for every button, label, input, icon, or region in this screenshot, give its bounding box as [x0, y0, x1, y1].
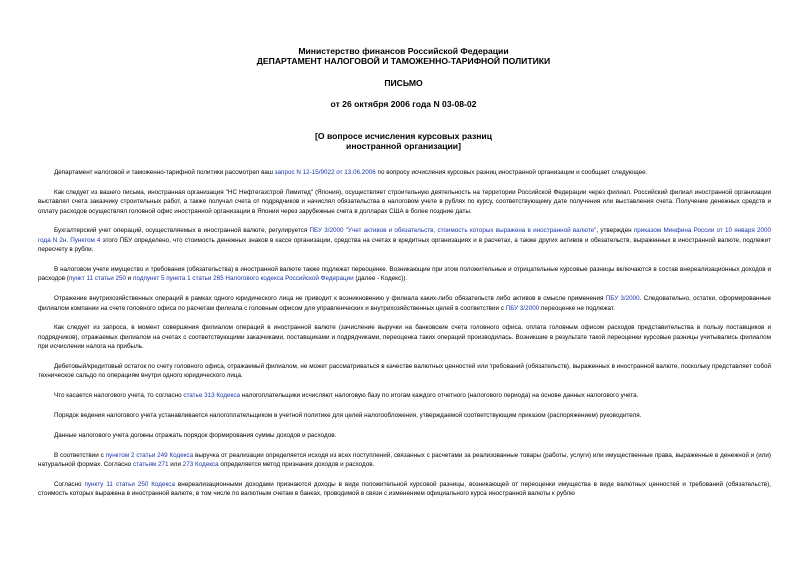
paragraph-text: Бухгалтерский учет операций, осуществляемых в иностранной валюте, регулируется	[54, 227, 310, 235]
document-link[interactable]: ПБУ 3/2000	[605, 295, 640, 303]
doc-subject-line-1: [О вопросе исчисления курсовых разниц	[315, 131, 492, 141]
doc-type: ПИСЬМО	[384, 78, 423, 88]
ministry-name: Министерство финансов Российской Федерации	[298, 46, 509, 56]
paragraph-text: , утвержден	[596, 227, 634, 235]
doc-date-number: от 26 октября 2006 года N 03-08-02	[330, 99, 477, 109]
paragraph-text: Как следует из запроса, в момент совершения филиалом операций в иностранной валюте (зачисление выручки на банковские счета головного офиса, оплата головным офисом расходов представительства в пользу поставщиков и подрядчиков), отражаемых филиалом на счетах с соответствующими заказчиками, поставщиками и подрядчиками, переоценка таких операций производилась. Возникшие в результате такой переоценки курсовые разницы учитывались филиалом при исчислении налога на прибыль.	[38, 324, 771, 351]
document-link[interactable]: Пунктом 4	[70, 236, 101, 244]
paragraph-text: (далее - Кодекс)).	[353, 275, 408, 283]
document-link[interactable]: 273 Кодекса	[182, 461, 219, 469]
body-paragraph	[38, 362, 771, 381]
document-body	[38, 168, 771, 509]
body-paragraph	[38, 391, 771, 400]
paragraph-text: Порядок ведения налогового учета устанавливается налогоплательщиком в учетной политике для целей налогообложения, утверждаемой соответствующим приказом (распоряжением) руководителя.	[54, 412, 642, 420]
document-link[interactable]: запрос N 12-15/9022 от 13.06.2006	[274, 169, 376, 176]
body-paragraph	[38, 265, 771, 284]
paragraph-text: .	[66, 236, 71, 244]
document-link[interactable]: статьям 271	[133, 461, 169, 469]
paragraph-text: налогоплательщики исчисляют налоговую базу по итогам каждого отчетного (налогового периода) на основе данных налогового учета.	[240, 392, 639, 400]
paragraph-text: В соответствии с	[54, 451, 106, 459]
document-link[interactable]: пункт 11 статьи 250	[68, 275, 127, 283]
document-link[interactable]: ПБУ 3/2000	[505, 304, 540, 312]
paragraph-text: по вопросу исчисления курсовых разниц иностранной организации и сообщает следующее.	[375, 169, 648, 176]
paragraph-text: определяется метод признания доходов и расходов.	[218, 461, 375, 469]
body-paragraph	[38, 411, 771, 420]
document-link[interactable]: приказом Минфина России от 10 января 2000 года N 2н	[38, 227, 772, 244]
paragraph-text: переоценке не подлежат.	[539, 304, 615, 312]
paragraph-text: Дебетовый/кредитовый остаток по счету головного офиса, отражаемый филиалом, не может рассматриваться в качестве валютных ценностей или требований (обязательств), выраженных в иностранной валюте, поскольку представляет собой техническое сальдо по операциям внутри одного юридического лица.	[38, 363, 771, 380]
body-paragraph	[38, 480, 771, 499]
document-link[interactable]: пунктом 2 статьи 249 Кодекса	[105, 451, 194, 459]
body-paragraph	[38, 431, 771, 440]
paragraph-text: Данные налогового учета должны отражать порядок формирования суммы доходов и расходов.	[54, 431, 337, 439]
paragraph-text: Департамент налоговой и таможенно-тарифной политики рассмотрел ваш	[54, 169, 275, 176]
body-paragraph	[38, 226, 771, 254]
document-link[interactable]: ПБУ 3/2000 "Учет активов и обязательств, стоимость которых выражена в иностранной валюте"	[309, 227, 597, 235]
document-link[interactable]: статье 313 Кодекса	[183, 392, 241, 400]
doc-subject-line-2: иностранной организации]	[346, 141, 461, 151]
body-paragraph	[38, 294, 771, 313]
paragraph-text: Что касается налогового учета, то согласно	[54, 392, 184, 400]
paragraph-text: В налоговом учете имущество и требования (обязательства) в иностранной валюте также подлежат переоценке. Возникающие при этом положительные и отрицательные курсовые разницы включаются в состав внереализационных доходов и расходов (	[38, 266, 771, 283]
paragraph-text: Как следует из вашего письма, иностранная организация "НС Нефтегазстрой Лимитед" (Япония), осуществляет строительную деятельность на территории Российской Федерации через филиал. Российский филиал иностранной организации выставлял счета заказчику строительных работ, а также получал счета от подрядчиков и начислял обязательства в налоговом учете в рублях по курсу, соответствующему дате получения или выставления счета. Получение денежных средств и оплату расходов осуществлял головной офис иностранной организации в Японии через зарубежные счета в долларах США в более поздние даты.	[38, 188, 771, 215]
paragraph-text: или	[168, 461, 183, 469]
document-link[interactable]: подпункт 5 пункта 1 статьи 265 Налогового кодекса Российской Федерации	[133, 275, 354, 283]
body-paragraph	[38, 168, 771, 177]
body-paragraph	[38, 451, 771, 470]
body-paragraph	[38, 188, 771, 216]
department-name: ДЕПАРТАМЕНТ НАЛОГОВОЙ И ТАМОЖЕННО-ТАРИФНОЙ ПОЛИТИКИ	[256, 56, 551, 66]
paragraph-text: . Следовательно, остатки, сформированные филиалом компании на счете головного офиса по расчетам филиала с головным офисом для управленческих и внутрихозяйственных целей в соответствии с	[38, 295, 771, 312]
paragraph-text: этого ПБУ определено, что стоимость денежных знаков в кассе организации, средства на счетах в кредитных организациях и в расчетах, а также других активов и обязательств, выраженных в иностранной валюте, подлежит пересчету в рубли.	[38, 236, 772, 254]
paragraph-text: Отражение внутрихозяйственных операций в рамках одного юридического лица не приводит к возникновению у филиала каких-либо обязательств либо активов в смысле применения	[54, 295, 606, 303]
body-paragraph	[38, 323, 771, 351]
paragraph-text: выручка от реализации определяется исходя из всех поступлений, связанных с расчетами за реализованные товары (работы, услуги) или имущественные права, выраженные в денежной и (или) натуральной формах. Согласно	[38, 451, 772, 469]
paragraph-text: внереализационными доходами признаются доходы в виде положительной курсовой разницы, возникающей от переоценки имущества в виде валютных ценностей и требований (обязательств), стоимость которых выражена в иностранной валюте, в том числе по валютным счетам в банках, проводимой в связи с изменением официального курса иностранной валюты к рублю	[38, 480, 771, 498]
paragraph-text: и	[126, 275, 134, 283]
paragraph-text: Согласно	[54, 480, 85, 488]
document-link[interactable]: пункту 11 статьи 250 Кодекса	[84, 480, 175, 488]
